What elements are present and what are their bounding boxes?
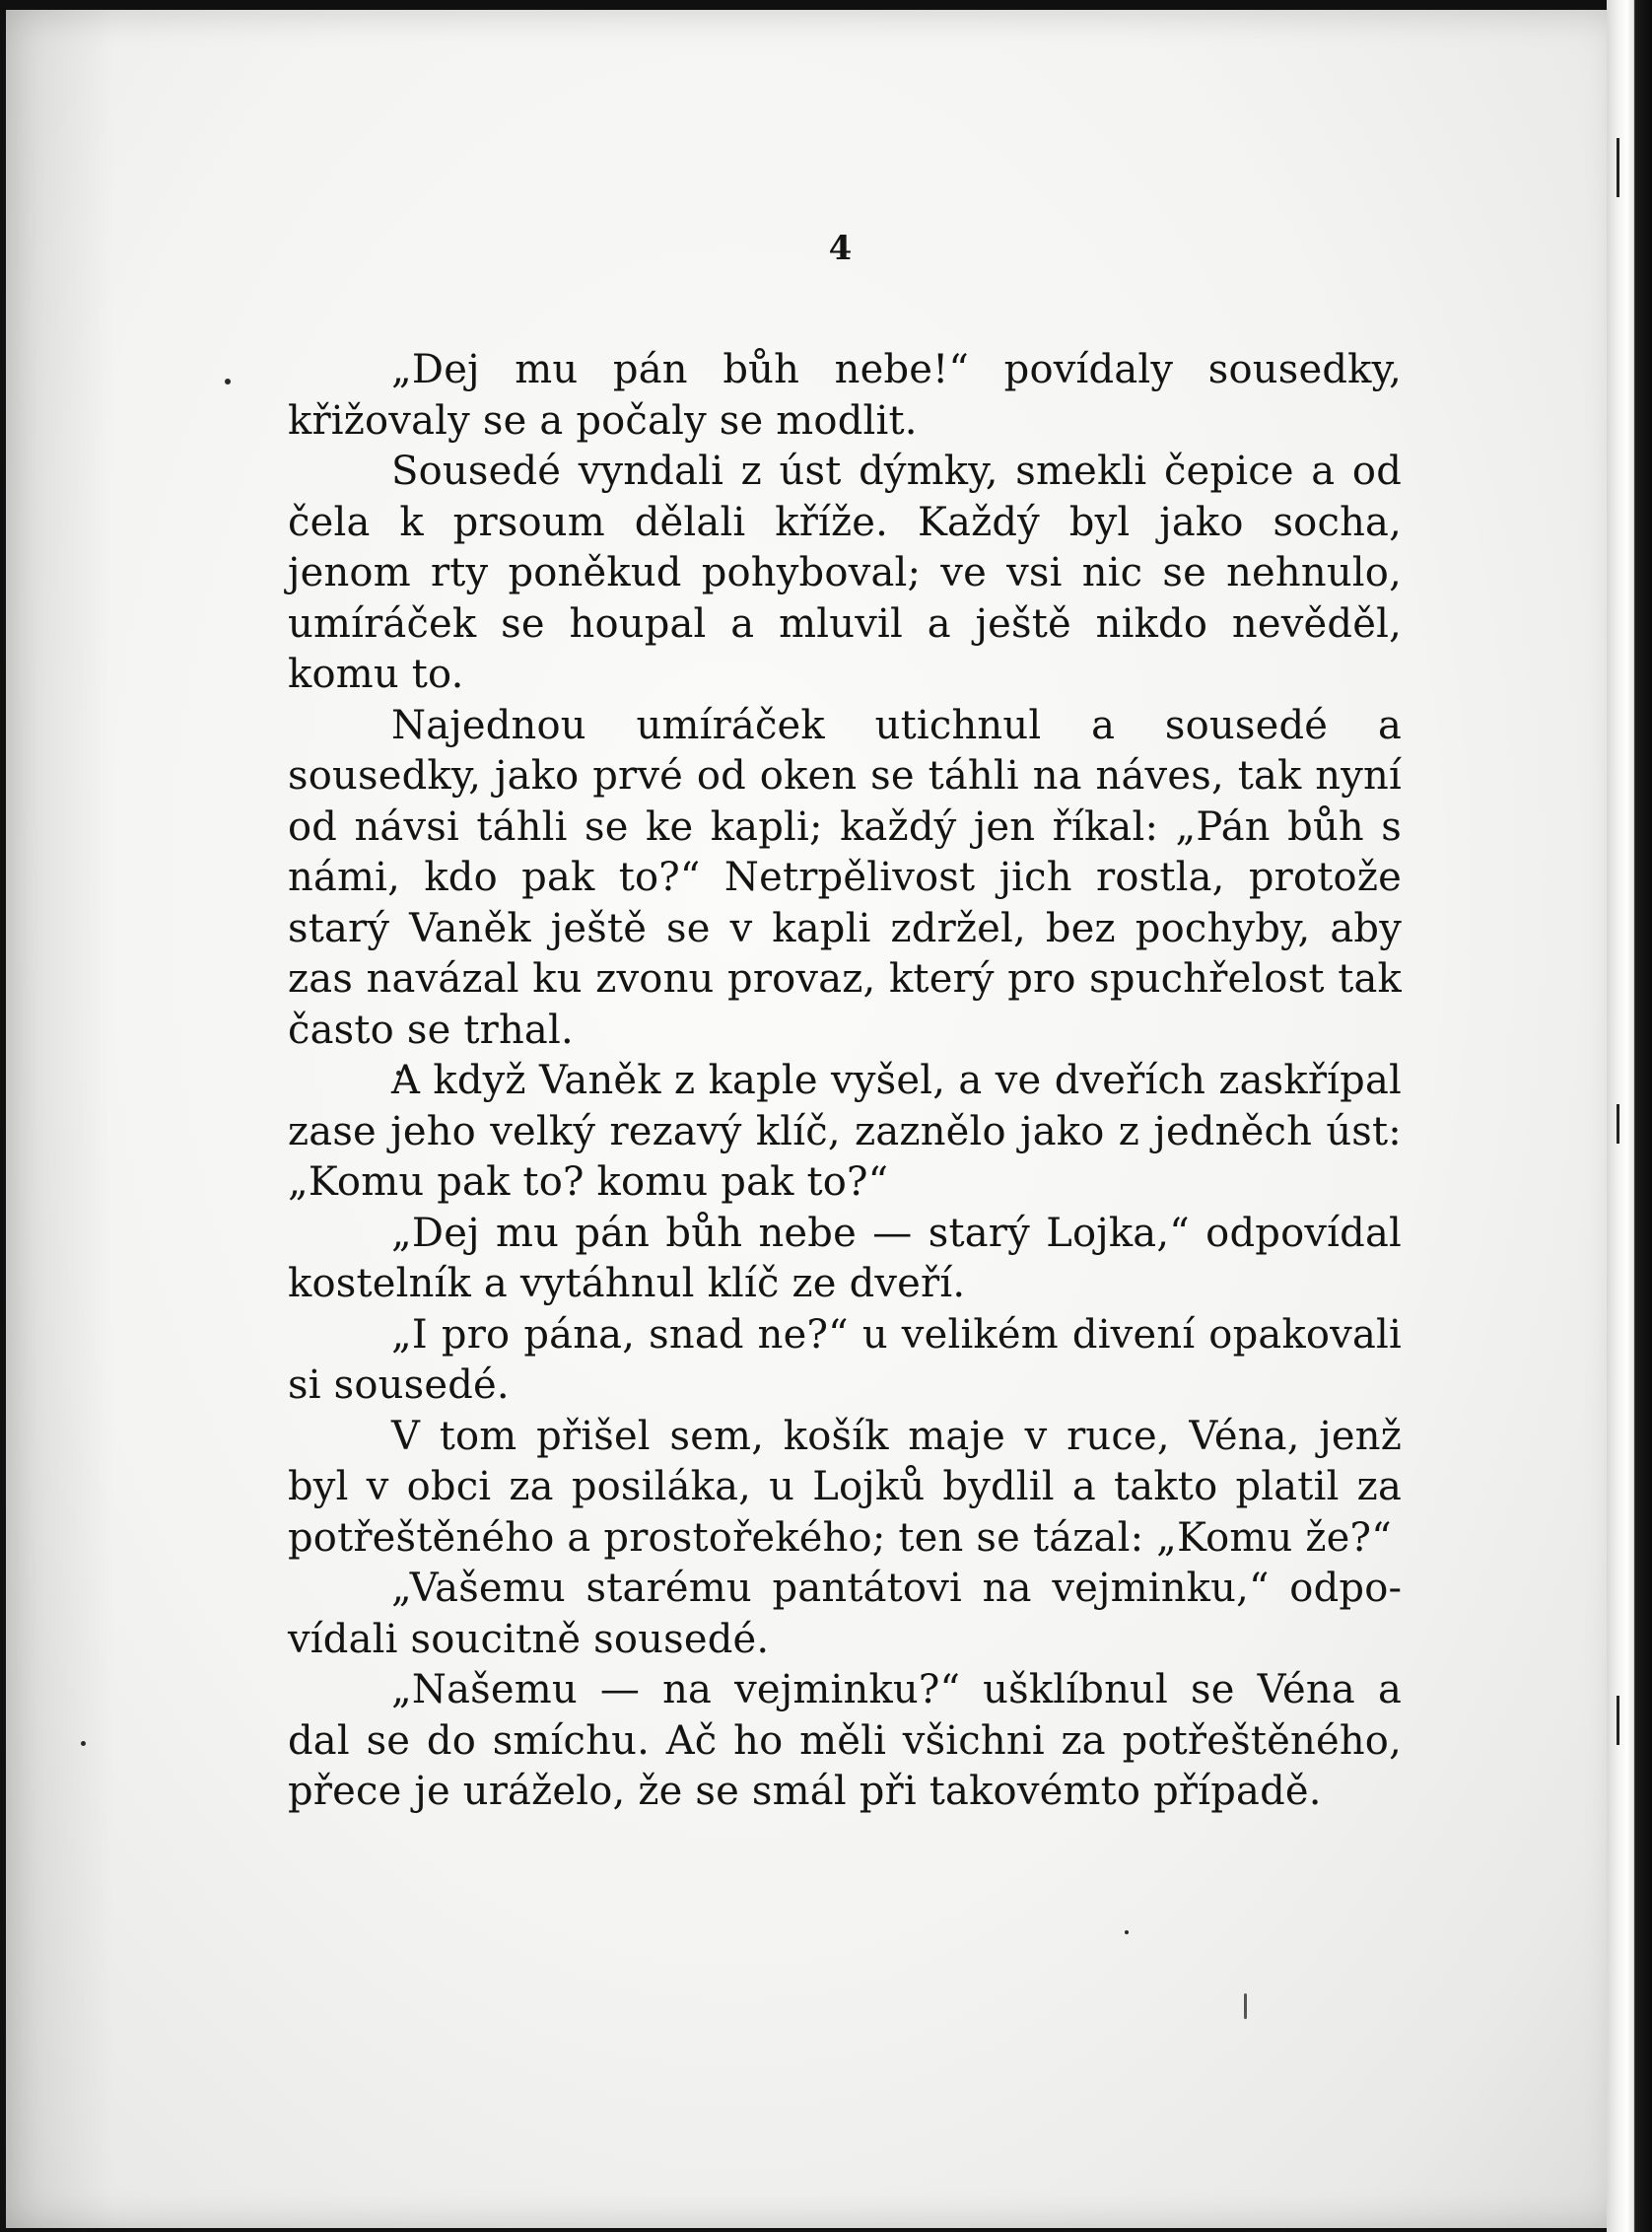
paragraph: A když Vaněk z kaple vyšel, a ve dveřích zaskřípal zase jeho velký rezavý klíč, zaznělo jako z jedněch úst: „Komu pak to? komu pak to?“ — [288, 1058, 1402, 1205]
ink-speck — [1125, 1930, 1129, 1934]
page-edge — [1607, 0, 1652, 2232]
paragraph: „Vašemu starému pantátovi na vejminku,“ odpovídali soucitně sousedé. — [288, 1566, 1402, 1662]
page-number: 4 — [828, 229, 853, 268]
ink-speck — [81, 1741, 86, 1746]
edge-mark — [1617, 138, 1619, 197]
paragraph: „I pro pána, snad ne?“ u velikém divení opakovali si sousedé. — [288, 1311, 1402, 1408]
edge-mark — [1617, 1104, 1619, 1144]
page-gutter-shade — [6, 10, 114, 2228]
paragraph: „Dej mu pán bůh nebe!“ povídaly sousedky, křižovaly se a počaly se modlit. — [288, 347, 1402, 444]
paragraph: „Dej mu pán bůh nebe — starý Lojka,“ odpovídal kostelník a vytáhnul klíč ze dveří. — [288, 1210, 1402, 1306]
edge-mark — [1617, 1696, 1619, 1745]
body-text — [288, 345, 1402, 1818]
ink-speck — [225, 379, 231, 384]
paragraph: „Našemu — na vejminku?“ ušklíbnul se Véna a dal se do smíchu. Ač ho měli všichni za potřeštěného, přece je uráželo, že se smál při takovémto případě. — [288, 1667, 1402, 1814]
paragraph: Najednou umíráček utichnul a sousedé a sousedky, jako prvé od oken se táhli na náves, tak nyní od návsi táhli se ke kapli; každý jen říkal: „Pán bůh s námi, kdo pak to?“ Netrpělivost jich rostla, protože starý Vaněk ještě se v kapli zdržel, bez pochyby, aby zas navázal ku zvonu provaz, který pro spuchřelost tak často se trhal. — [288, 702, 1402, 1053]
ink-speck — [1244, 1993, 1247, 2019]
paragraph: V tom přišel sem, košík maje v ruce, Véna, jenž byl v obci za posiláka, u Lojků bydlil a takto platil za potřeštěného a prostořekého; ten se tázal: „Komu že?“ — [288, 1413, 1402, 1561]
paragraph: Sousedé vyndali z úst dýmky, smekli čepice a od čela k prsoum dělali kříže. Každý byl jako socha, jenom rty poněkud pohyboval; ve vsi nic se nehnulo, umíráček se houpal a mluvil a ještě nikdo nevěděl, komu to. — [288, 449, 1402, 697]
